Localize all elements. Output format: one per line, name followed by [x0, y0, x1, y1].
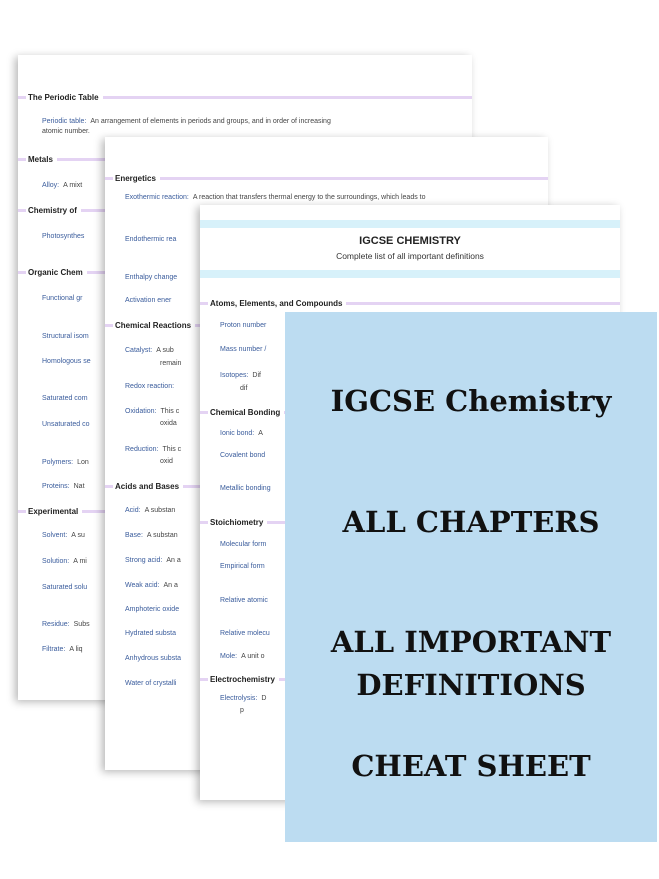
definition-text: Lon [77, 459, 89, 466]
definition-term: Isotopes: [220, 372, 249, 379]
definition-text: A mi [73, 558, 87, 565]
divider [105, 485, 113, 488]
definition-entry [105, 194, 548, 201]
cover-definitions: DEFINITIONS [356, 668, 586, 702]
definition-continuation: p [240, 707, 244, 714]
definition-text: A sub [156, 347, 174, 354]
header-band [200, 270, 620, 278]
definition-term: Solution: [42, 558, 70, 565]
definition-text: This c [162, 446, 182, 453]
definition-term: Amphoteric oxide [125, 606, 180, 613]
divider [200, 521, 208, 524]
definition-term: Mass number / [220, 346, 267, 353]
definition-term: Ionic bond: [220, 430, 255, 437]
definition-term: Alloy: [42, 182, 60, 189]
doc-title: IGCSE CHEMISTRY [359, 235, 461, 247]
definition-term: Acid: [125, 507, 141, 514]
definition-term: Photosynthes [42, 233, 85, 240]
divider [18, 271, 26, 274]
divider [200, 302, 208, 305]
definition-term: Base: [125, 532, 143, 539]
definition-term: Anhydrous substa [125, 655, 182, 662]
divider [103, 96, 472, 99]
definition-continuation: dif [240, 385, 248, 392]
definition-term: Redox reaction: [125, 383, 175, 390]
definition-term: Oxidation: [125, 408, 157, 415]
section-heading-label: Metals [28, 155, 53, 164]
divider [346, 302, 620, 305]
section-heading-label: Organic Chem [28, 268, 83, 277]
divider [18, 209, 26, 212]
definition-text: An arrangement of elements in periods and groups, and in order of increasing [90, 118, 331, 125]
definition-term: Functional gr [42, 295, 83, 302]
section-heading-label: Energetics [115, 174, 156, 183]
definition-term: Weak acid: [125, 582, 160, 589]
definition-text: A substan [144, 507, 176, 514]
section-heading-label: Chemical Bonding [210, 408, 281, 417]
doc-subtitle: Complete list of all important definitions [336, 251, 484, 261]
definition-text: D [261, 695, 267, 702]
divider [18, 158, 26, 161]
divider [105, 324, 113, 327]
definition-term: Homologous se [42, 358, 91, 365]
definition-text: A substan [146, 532, 178, 539]
definition-term: Water of crystalli [125, 680, 177, 687]
definition-term: Electrolysis: [220, 695, 258, 702]
definition-continuation: oxid [160, 458, 173, 465]
cover-important: ALL IMPORTANT [330, 625, 612, 659]
definition-term: Reduction: [125, 446, 159, 453]
definition-term: Metallic bonding [220, 485, 271, 492]
cover-chapters: ALL CHAPTERS [342, 505, 600, 539]
definition-text: A [258, 430, 263, 437]
definition-term: Structural isom [42, 333, 89, 340]
definition-entry [18, 118, 472, 125]
definition-term: Saturated com [42, 395, 88, 402]
section-heading-label: Stoichiometry [210, 518, 264, 527]
definition-term: Proteins: [42, 483, 70, 490]
definition-continuation: atomic number. [42, 128, 90, 135]
definition-term: Mole: [220, 653, 238, 660]
definition-term: Polymers: [42, 459, 74, 466]
cover-title: IGCSE Chemistry [330, 384, 612, 418]
definition-term: Empirical form [220, 563, 265, 570]
cover-cheat-sheet: CHEAT SHEET [351, 749, 591, 783]
definition-continuation: remain [160, 360, 182, 367]
definition-text: A su [71, 532, 85, 539]
divider [200, 411, 208, 414]
header-band [200, 220, 620, 228]
divider [200, 678, 208, 681]
section-heading-label: Electrochemistry [210, 675, 275, 684]
section-heading-label: The Periodic Table [28, 93, 99, 102]
definition-term: Solvent: [42, 532, 68, 539]
definition-term: Hydrated substa [125, 630, 176, 637]
definition-text: A mixt [63, 182, 83, 189]
definition-text: An a [166, 557, 181, 564]
divider [105, 177, 113, 180]
definition-text: A liq [69, 646, 83, 653]
section-heading [18, 93, 472, 102]
definition-term: Proton number [220, 322, 267, 329]
definition-text: Nat [73, 483, 85, 490]
definition-term: Relative molecu [220, 630, 270, 637]
definition-term: Endothermic rea [125, 236, 177, 243]
section-heading-label: Experimental [28, 507, 79, 516]
section-heading-label: Acids and Bases [115, 482, 180, 491]
definition-term: Activation ener [125, 297, 172, 304]
definition-term: Saturated solu [42, 584, 88, 591]
definition-text: Subs [73, 621, 90, 628]
definition-text: Dif [252, 372, 261, 379]
definition-term: Residue: [42, 621, 70, 628]
definition-term: Periodic table: [42, 118, 87, 125]
definition-term: Unsaturated co [42, 421, 90, 428]
definition-continuation: oxida [160, 420, 177, 427]
definition-text: This c [160, 408, 180, 415]
definition-term: Exothermic reaction: [125, 194, 189, 201]
definition-text: A unit o [241, 653, 265, 660]
definition-term: Catalyst: [125, 347, 153, 354]
definition-term: Strong acid: [125, 557, 163, 564]
divider [18, 96, 26, 99]
section-heading-label: Chemistry of [28, 206, 77, 215]
definition-term: Molecular form [220, 541, 267, 548]
divider [160, 177, 548, 180]
definition-term: Covalent bond [220, 452, 266, 459]
section-heading-label: Chemical Reactions [115, 321, 192, 330]
cover-panel [285, 312, 657, 842]
definition-term: Relative atomic [220, 597, 268, 604]
divider [18, 510, 26, 513]
section-heading [200, 299, 620, 308]
section-heading-label: Atoms, Elements, and Compounds [210, 299, 343, 308]
definition-text: A reaction that transfers thermal energy to the surroundings, which leads to [192, 194, 426, 201]
definition-term: Filtrate: [42, 646, 66, 653]
definition-text: An a [163, 582, 178, 589]
section-heading [105, 174, 548, 183]
definition-term: Enthalpy change [125, 274, 178, 281]
